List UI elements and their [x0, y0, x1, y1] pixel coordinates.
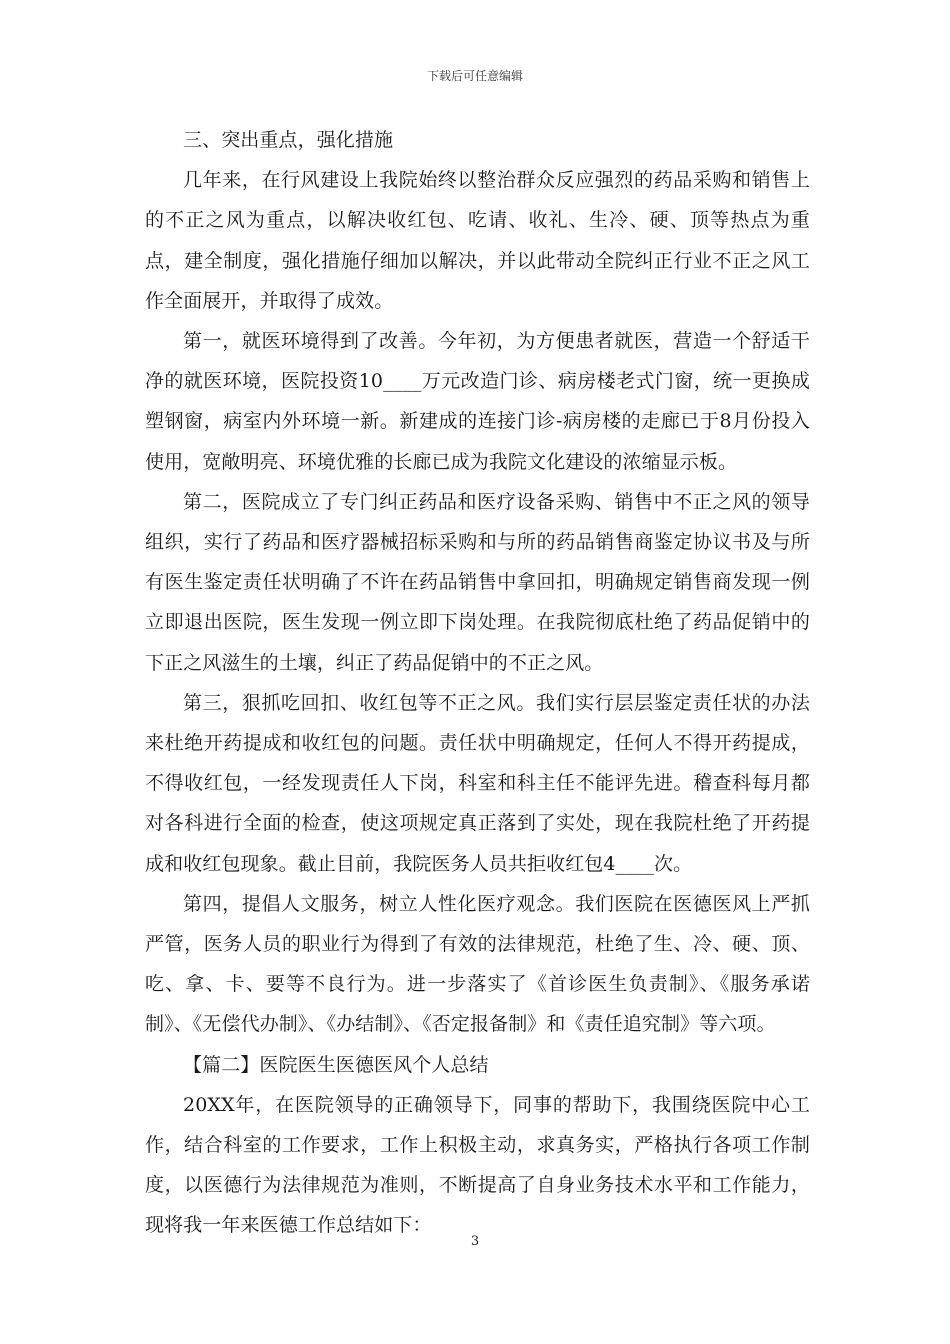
page-header: 下载后可任意编辑 [426, 69, 523, 83]
paragraph: 第四，提倡人文服务，树立人性化医疗观念。我们医院在医德医风上严抓严管，医务人员的职业行为得到了有效的法律规范，杜绝了生、冷、硬、顶、吃、拿、卡、要等不良行为。进一步落实了《首诊医生负责制》、《服务承诺制》、《无偿代办制》、《办结制》、《否定报备制》和《责任追究制》等六项。 [145, 892, 810, 1036]
document-body [145, 120, 810, 1246]
paragraph: 几年来，在行风建设上我院始终以整治群众反应强烈的药品采购和销售上的不正之风为重点，以解决收红包、吃请、收礼、生冷、硬、顶等热点为重点，建全制度，强化措施仔细加以解决，并以此带动全院纠正行业不正之风工作全面展开，并取得了成效。 [145, 169, 810, 312]
section-heading: 【篇二】医院医生医德医风个人总结 [183, 1053, 489, 1076]
paragraph: 20XX年，在医院领导的正确领导下，同事的帮助下，我围绕医院中心工作，结合科室的工作要求，工作上积极主动，求真务实，严格执行各项工作制度，以医德行为法律规范为准则，不断提高了自身业务技术水平和工作能力，现将我一年来医德工作总结如下： [145, 1093, 810, 1237]
paragraph: 第一，就医环境得到了改善。今年初，为方便患者就医，营造一个舒适干净的就医环境，医院投资10____万元改造门诊、病房楼老式门窗，统一更换成塑钢窗，病室内外环境一新。新建成的连接门诊-病房楼的走廊已于8月份投入使用，宽敞明亮、环境优雅的长廊已成为我院文化建设的浓缩显示板。 [145, 330, 810, 473]
section-heading: 三、突出重点，强化措施 [183, 129, 394, 151]
paragraph: 第三，狠抓吃回扣、收红包等不正之风。我们实行层层鉴定责任状的办法来杜绝开药提成和收红包的问题。责任状中明确规定，任何人不得开药提成，不得收红包，一经发现责任人下岗，科室和科主任不能评先进。稽查科每月都对各科进行全面的检查，使这项规定真正落到了实处，现在我院杜绝了开药提成和收红包现象。截止目前，我院医务人员共拒收红包4____次。 [145, 691, 810, 875]
paragraph: 第二，医院成立了专门纠正药品和医疗设备采购、销售中不正之风的领导组织，实行了药品和医疗器械招标采购和与所的药品销售商鉴定协议书及与所有医生鉴定责任状明确了不许在药品销售中拿回扣，明确规定销售商发现一例立即退出医院，医生发现一例立即下岗处理。在我院彻底杜绝了药品促销中的下正之风滋生的土壤，纠正了药品促销中的不正之风。 [145, 490, 810, 674]
page-number: 3 [470, 1234, 480, 1249]
